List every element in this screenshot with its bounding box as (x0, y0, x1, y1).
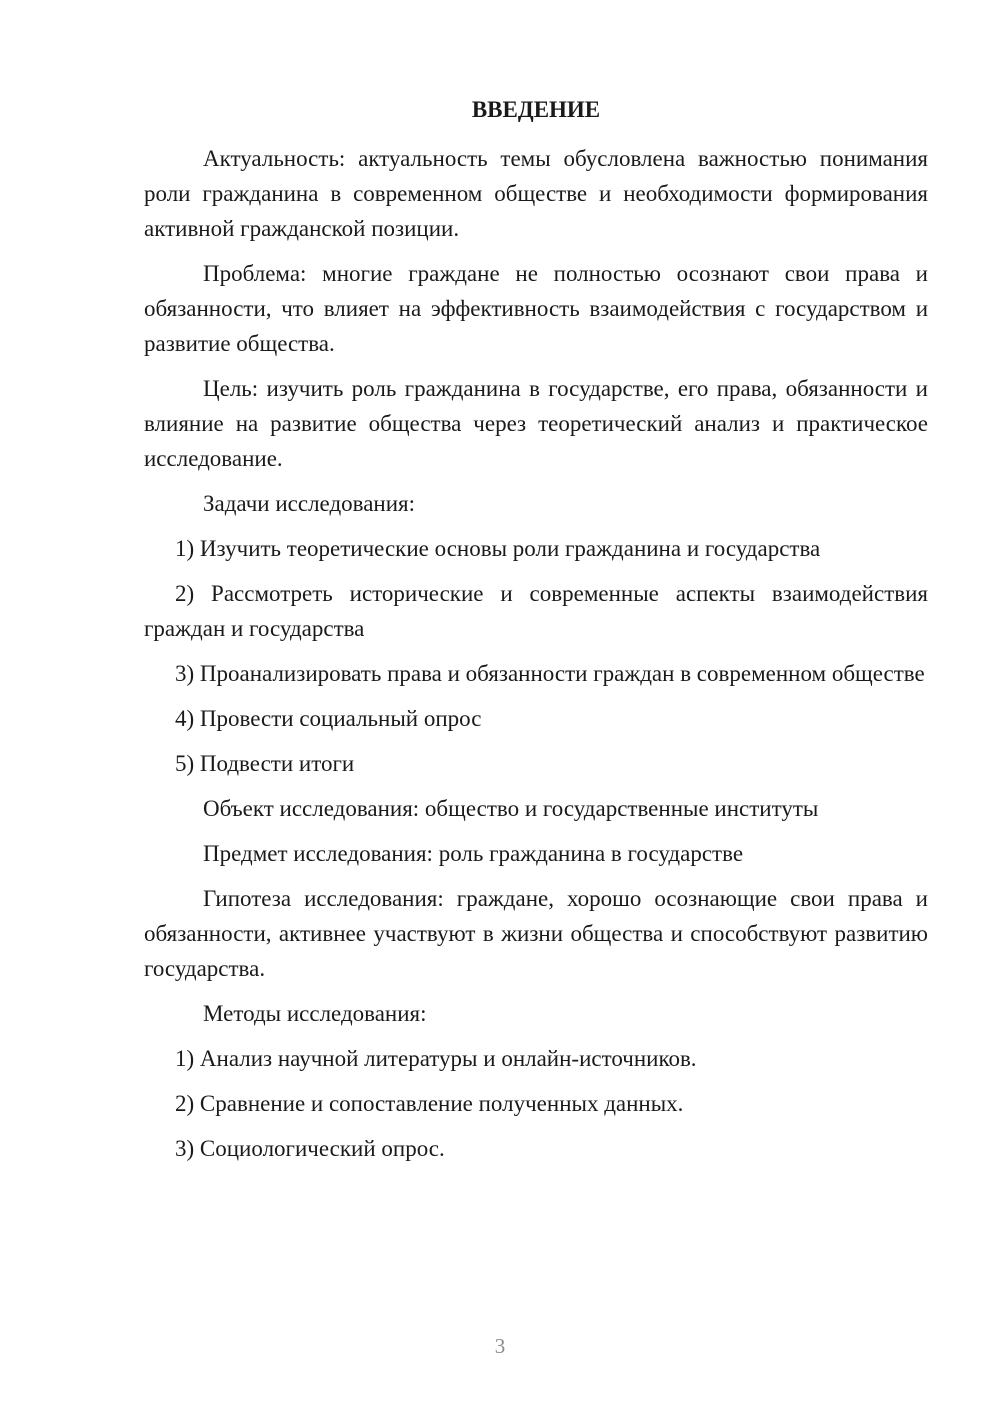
task-item-3: 3) Проанализировать права и обязанности граждан в современном обществе (175, 661, 925, 686)
task-item-4: 4) Провести социальный опрос (175, 706, 482, 731)
page-number: 3 (494, 1334, 506, 1358)
paragraph-relevance: Актуальность: актуальность темы обусловлена важностью понимания роли гражданина в современном обществе и необходимости формирования активной гражданской позиции. (144, 146, 928, 241)
paragraph-object: Объект исследования: общество и государственные институты (203, 796, 819, 821)
tasks-heading: Задачи исследования: (203, 491, 416, 516)
task-item-5: 5) Подвести итоги (175, 751, 355, 776)
section-title: ВВЕДЕНИЕ (471, 97, 601, 122)
paragraph-problem: Проблема: многие граждане не полностью осознают свои права и обязанности, что влияет на эффективность взаимодействия с государством и развитие общества. (144, 261, 928, 356)
task-item-1: 1) Изучить теоретические основы роли гражданина и государства (175, 536, 821, 561)
paragraph-goal: Цель: изучить роль гражданина в государстве, его права, обязанности и влияние на развитие общества через теоретический анализ и практическое исследование. (144, 376, 928, 471)
paragraph-subject: Предмет исследования: роль гражданина в государстве (203, 841, 744, 866)
methods-heading: Методы исследования: (203, 1001, 427, 1026)
method-item-2: 2) Сравнение и сопоставление полученных данных. (175, 1091, 684, 1116)
task-item-2: 2) Рассмотреть исторические и современные аспекты взаимодействия граждан и государства (144, 581, 928, 641)
paragraph-hypothesis: Гипотеза исследования: граждане, хорошо осознающие свои права и обязанности, активнее участвуют в жизни общества и способствуют развитию государства. (144, 886, 928, 981)
method-item-1: 1) Анализ научной литературы и онлайн-источников. (175, 1046, 697, 1071)
page-content (144, 96, 928, 1176)
method-item-3: 3) Социологический опрос. (175, 1136, 445, 1161)
